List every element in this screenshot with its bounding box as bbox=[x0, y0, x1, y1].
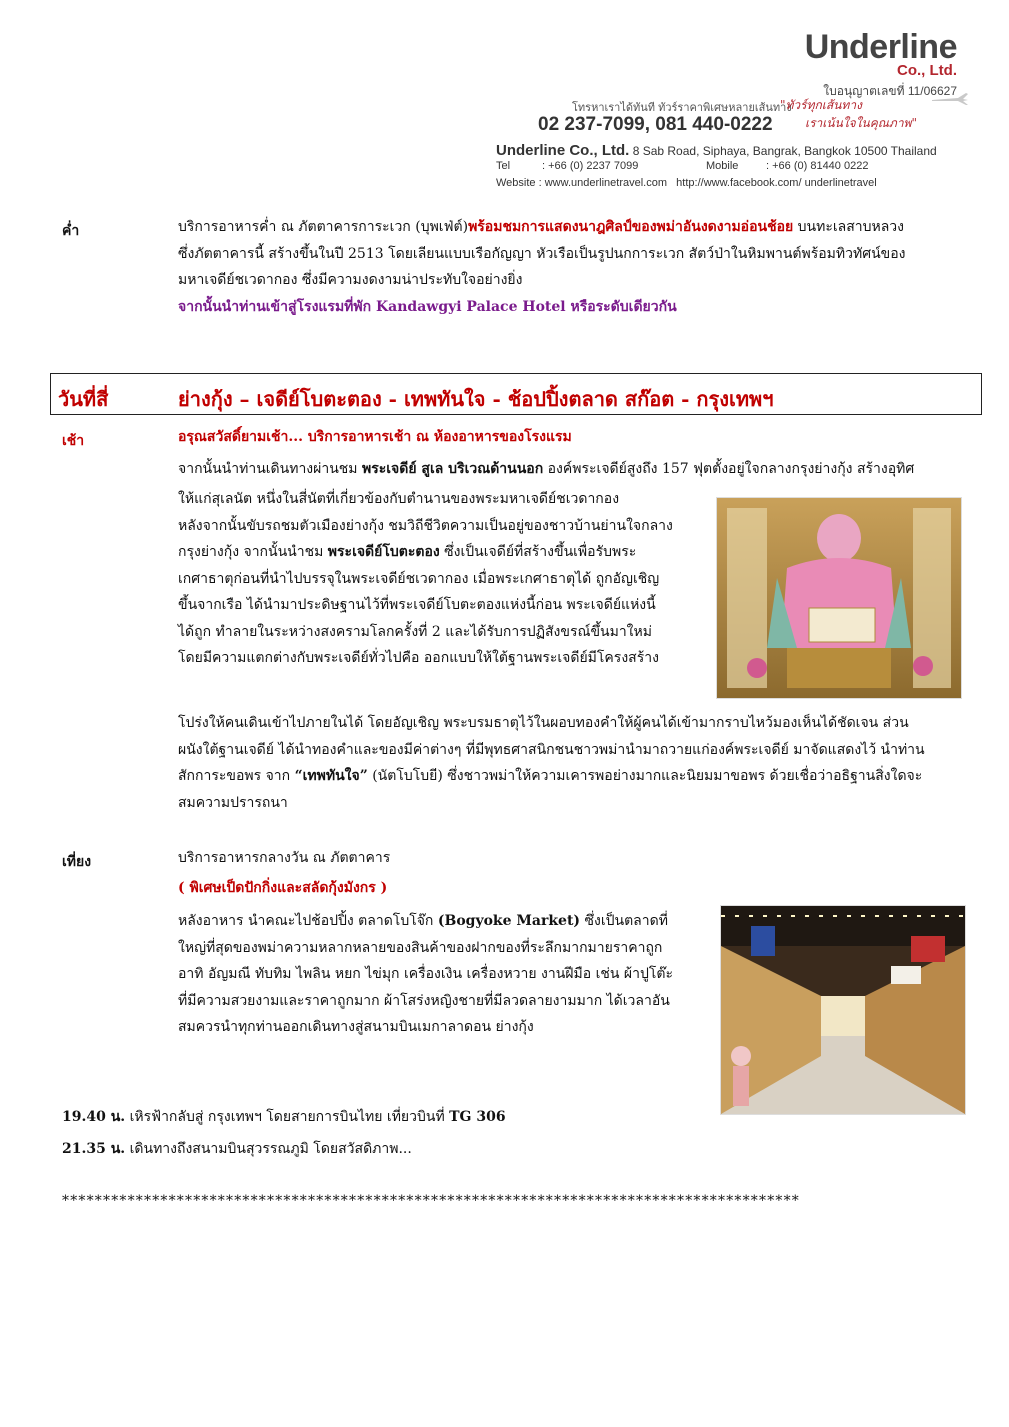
morning-line-12: สมความปรารถนา bbox=[178, 794, 288, 811]
morning-line-2: ให้แก่สุเลนัต หนึ่งในสี่นัตที่เกี่ยวข้องกับตำนานของพระมหาเจดีย์ชเวดากอง bbox=[178, 491, 620, 507]
bogyoke-market-photo bbox=[720, 905, 966, 1115]
morning-heading: อรุณสวัสดิ์ยามเช้า... บริการอาหารเช้า ณ ห้องอาหารของโรงแรม bbox=[178, 429, 572, 445]
morning-line-1a: จากนั้นนำท่านเดินทางผ่านชม bbox=[178, 461, 362, 477]
thep-than-jai: “เทพทันใจ” bbox=[294, 768, 368, 784]
mobile-label: Mobile bbox=[706, 160, 739, 172]
divider-stars: ****************************************************************************************** bbox=[62, 1193, 800, 1209]
morning-line-6: ขึ้นจากเรือ ได้นำมาประดิษฐานไว้ที่พระเจดีย์โบตะตองแห่งนี้ก่อน พระเจดีย์แห่งนี้ bbox=[178, 597, 656, 613]
company-name: Underline Co., Ltd. bbox=[496, 142, 630, 159]
lunch-heading: บริการอาหารกลางวัน ณ ภัตตาคาร bbox=[178, 850, 391, 866]
morning-line-11a: สักการะขอพร จาก bbox=[178, 768, 295, 784]
company-address: 8 Sab Road, Siphaya, Bangrak, Bangkok 10500 Thailand bbox=[632, 144, 937, 158]
lunch-line-1c: ซึ่งเป็นตลาดที่ bbox=[580, 913, 668, 929]
tel-label: Tel bbox=[496, 160, 511, 172]
morning-wrapped-text bbox=[178, 486, 704, 672]
arrival-time: 21.35 น. bbox=[62, 1141, 126, 1157]
morning-line-4c: ซึ่งเป็นเจดีย์ที่สร้างขึ้นเพื่อรับพระ bbox=[439, 544, 637, 560]
morning-full-text bbox=[178, 710, 974, 816]
tel-row bbox=[496, 160, 869, 172]
morning-line-11c: (นัตโบโบยี) ซึ่งชาวพม่าให้ความเคารพอย่างมากและนิยมมาขอพร ด้วยเชื่อว่าอธิฐานสิ่งใดจะ bbox=[367, 768, 923, 784]
lunch-line-4: ที่มีความสวยงามและราคาถูกมาก ผ้าโสร่งหญิงชายที่มีลวดลายงามมาก ได้เวลาอัน bbox=[178, 992, 670, 1009]
dinner-label: ค่ำ bbox=[62, 223, 80, 239]
morning-line-8: โดยมีความแตกต่างกับพระเจดีย์ทั่วไปคือ ออกแบบให้ใต้ฐานพระเจดีย์มีโครงสร้าง bbox=[178, 650, 659, 666]
lunch-text bbox=[178, 908, 704, 1041]
departure-text: เหิรฟ้ากลับสู่ กรุงเทพฯ โดยสายการบินไทย เที่ยวบินที่ bbox=[125, 1109, 450, 1125]
dinner-line-1c: บนทะเลสาบหลวง bbox=[793, 219, 905, 235]
morning-line-1c: องค์พระเจดีย์สูงถึง 157 ฟุตตั้งอยู่ใจกลางกรุงย่างกุ้ง สร้างอุทิศ bbox=[543, 461, 915, 477]
logo-subtitle: Co., Ltd. bbox=[897, 62, 957, 79]
dinner-line-1a: บริการอาหารค่ำ ณ ภัตตาคารการะเวก (บุพเฟ่ต์) bbox=[178, 219, 469, 235]
logo-wordmark: Underline bbox=[804, 28, 957, 66]
slogan-line-2: เราเน้นใจในคุณภาพ" bbox=[805, 116, 917, 130]
company-address-line bbox=[496, 142, 937, 159]
flight-arrival bbox=[62, 1138, 412, 1160]
slogan-line-1: "ทัวร์ทุกเส้นทาง bbox=[780, 98, 862, 112]
arrival-text: เดินทางถึงสนามบินสุวรรณภูมิ โดยสวัสดิภาพ... bbox=[125, 1141, 412, 1157]
bogyoke-market: (Bogyoke Market) bbox=[437, 913, 581, 929]
mobile-value: : +66 (0) 81440 0222 bbox=[766, 160, 869, 172]
license-number: ใบอนุญาตเลขที่ 11/06627 bbox=[823, 84, 957, 98]
lunch-line-3: อาทิ อัญมณี ทับทิม ไพลิน หยก ไข่มุก เครื่องเงิน เครื่องหวาย งานฝีมือ เช่น ผ้าปูโต๊ะ bbox=[178, 966, 673, 982]
morning-line-10: ผนังใต้ฐานเจดีย์ ได้นำทองคำและของมีค่าต่างๆ ที่มีพุทธศาสนิกชนชาวพม่านำมาถวายแก่องค์พระเจดีย์ มาจัดแสดงไว้ นำท่าน bbox=[178, 741, 925, 758]
morning-line-4a: กรุงย่างกุ้ง จากนั้นนำชม bbox=[178, 544, 328, 560]
lunch-line-1a: หลังอาหาร นำคณะไปช้อปปิ้ง ตลาดโบโจ๊ก bbox=[178, 913, 438, 929]
dinner-line-3: มหาเจดีย์ชเวดากอง ซึ่งมีความงดงามน่าประทับใจอย่างยิ่ง bbox=[178, 272, 523, 288]
lunch-line-5: สมควรนำทุกท่านออกเดินทางสู่สนามบินเมกาลาดอน ย่างกุ้ง bbox=[178, 1019, 534, 1035]
hotel-line: จากนั้นนำท่านเข้าสู่โรงแรมที่พัก Kandawgyi Palace Hotel หรือระดับเดียวกัน bbox=[178, 298, 677, 315]
day-title: ย่างกุ้ง – เจดีย์โบตะตอง - เทพทันใจ - ช้อปปิ้งตลาด สก๊อต - กรุงเทพฯ bbox=[178, 387, 774, 411]
dinner-show-highlight: พร้อมชมการแสดงนาฎศิลป์ของพม่าอันงดงามอ่อนช้อย bbox=[468, 219, 794, 235]
lunch-special: ( พิเศษเป็ดปักกิ่งและสลัดกุ้งมังกร ) bbox=[178, 880, 388, 896]
morning-label: เช้า bbox=[62, 433, 85, 449]
website-label: Website bbox=[496, 177, 536, 189]
dinner-line-1 bbox=[178, 214, 974, 241]
departure-time: 19.40 น. bbox=[62, 1109, 126, 1125]
facebook-link[interactable]: http://www.facebook.com/ underlinetravel bbox=[676, 177, 877, 189]
company-logo bbox=[767, 30, 957, 79]
flight-number: TG 306 bbox=[449, 1109, 506, 1125]
airplane-icon bbox=[930, 92, 970, 106]
morning-line-11 bbox=[178, 763, 974, 790]
hotline-caption: โทรหาเราได้ทันที ทัวร์ราคาพิเศษหลายเส้นทาง bbox=[572, 102, 792, 114]
day-label: วันที่สี่ bbox=[58, 387, 109, 411]
dinner-line-2: ซึ่งภัตตาคารนี้ สร้างขึ้นในปี 2513 โดยเลียนแบบเรือกัญญา หัวเรือเป็นรูปนกการะเวก สัตว์ป่าในหิมพานต์พร้อมทิวทัศน์ของ bbox=[178, 245, 906, 262]
flight-departure bbox=[62, 1106, 506, 1128]
dinner-text bbox=[178, 214, 974, 320]
lunch-line-2: ใหญ่ที่สุดของพม่าความหลากหลายของสินค้าของฝากของที่ระลึกมากมายราคาถูก bbox=[178, 939, 663, 956]
website-link[interactable]: : www.underlinetravel.com bbox=[538, 177, 667, 189]
morning-line-1 bbox=[178, 456, 974, 483]
website-row bbox=[496, 177, 877, 189]
lunch-label: เที่ยง bbox=[62, 854, 92, 870]
phone-numbers: 02 237-7099, 081 440-0222 bbox=[538, 114, 773, 135]
sule-pagoda: พระเจดีย์ สูเล บริเวณด้านนอก bbox=[361, 461, 544, 477]
botataung-pagoda: พระเจดีย์โบตะตอง bbox=[327, 544, 440, 560]
morning-line-5: เกศาธาตุก่อนที่นำไปบรรจุในพระเจดีย์ชเวดากอง เมื่อพระเกศาธาตุได้ ถูกอัญเชิญ bbox=[178, 570, 660, 587]
morning-line-4 bbox=[178, 539, 704, 566]
tel-value: : +66 (0) 2237 7099 bbox=[542, 160, 639, 172]
nat-statue-photo bbox=[716, 497, 962, 699]
morning-line-3: หลังจากนั้นขับรถชมตัวเมืองย่างกุ้ง ชมวิถีชีวิตความเป็นอยู่ของชาวบ้านย่านใจกลาง bbox=[178, 517, 673, 534]
morning-line-7: ได้ถูก ทำลายในระหว่างสงครามโลกครั้งที่ 2 และได้รับการปฏิสังขรณ์ขึ้นมาใหม่ bbox=[178, 623, 652, 640]
lunch-line-1 bbox=[178, 908, 704, 935]
morning-line-9: โปร่งให้คนเดินเข้าไปภายในได้ โดยอัญเชิญ พระบรมธาตุไว้ในผอบทองคำให้ผู้คนได้เข้ามากราบไหว้มองเห็นได้ชัดเจน ส่วน bbox=[178, 715, 909, 731]
